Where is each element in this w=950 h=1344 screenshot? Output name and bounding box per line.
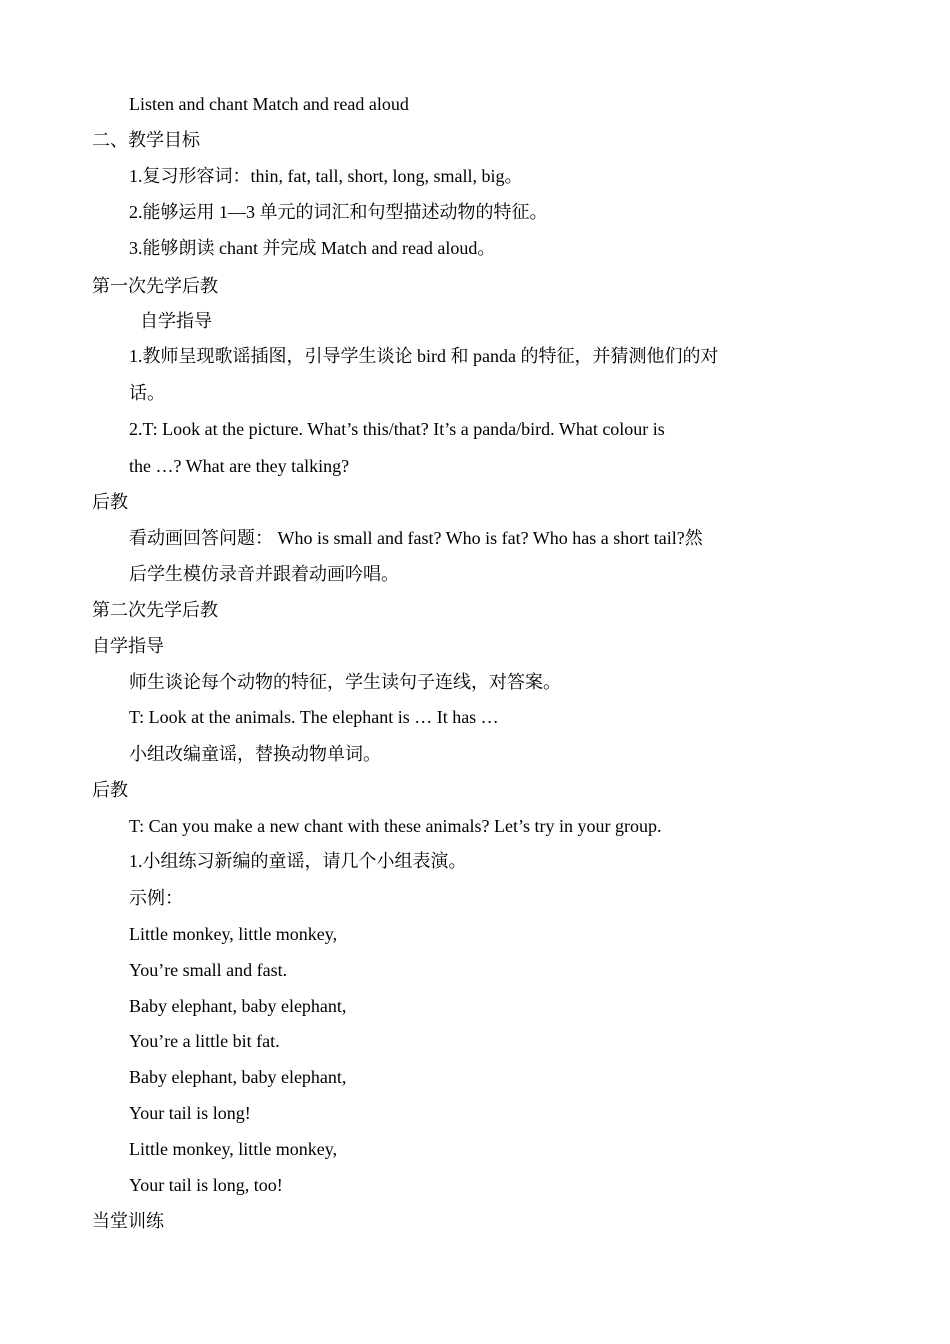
chant-line: Baby elephant, baby elephant, <box>129 1067 347 1087</box>
paragraph-line: 后学生模仿录音并跟着动画吟唱。 <box>129 564 399 584</box>
section-heading-objectives: 二、教学目标 <box>92 130 200 150</box>
paragraph-line: T: Can you make a new chant with these animals? Let’s try in your group. <box>129 816 662 836</box>
paragraph-line: 看动画回答问题： Who is small and fast? Who is fat? Who has a short tail?然 <box>129 528 703 548</box>
section-heading-first-round: 第一次先学后教 <box>92 276 218 296</box>
subheading-post-teaching: 后教 <box>92 492 128 512</box>
objective-1: 1.复习形容词：thin, fat, tall, short, long, small, big。 <box>129 166 523 186</box>
chant-line: Your tail is long, too! <box>129 1175 283 1195</box>
paragraph-line: the …? What are they talking? <box>129 456 350 476</box>
subheading-self-study: 自学指导 <box>140 311 212 331</box>
section-heading-second-round: 第二次先学后教 <box>92 600 218 620</box>
chant-line: Little monkey, little monkey, <box>129 1139 338 1159</box>
objective-3: 3.能够朗读 chant 并完成 Match and read aloud。 <box>129 238 496 258</box>
chant-line: Baby elephant, baby elephant, <box>129 996 347 1016</box>
paragraph-line: T: Look at the animals. The elephant is … It has … <box>129 707 499 727</box>
subheading-self-study: 自学指导 <box>92 636 164 656</box>
paragraph-line: 师生谈论每个动物的特征，学生读句子连线，对答案。 <box>129 672 561 692</box>
paragraph-line: 2.T: Look at the picture. What’s this/that? It’s a panda/bird. What colour is <box>129 419 665 439</box>
paragraph-line: 话。 <box>129 383 165 403</box>
section-heading-practice: 当堂训练 <box>92 1211 164 1231</box>
subheading-post-teaching: 后教 <box>92 780 128 800</box>
example-label: 示例： <box>129 888 183 908</box>
intro-line: Listen and chant Match and read aloud <box>129 94 409 114</box>
paragraph-line: 1.教师呈现歌谣插图，引导学生谈论 bird 和 panda 的特征，并猜测他们的对 <box>129 346 719 366</box>
chant-line: You’re small and fast. <box>129 960 288 980</box>
paragraph-line: 小组改编童谣，替换动物单词。 <box>129 744 381 764</box>
objective-2: 2.能够运用 1—3 单元的词汇和句型描述动物的特征。 <box>129 202 548 222</box>
paragraph-line: 1.小组练习新编的童谣，请几个小组表演。 <box>129 851 467 871</box>
chant-line: You’re a little bit fat. <box>129 1031 280 1051</box>
chant-line: Little monkey, little monkey, <box>129 924 338 944</box>
chant-line: Your tail is long! <box>129 1103 251 1123</box>
